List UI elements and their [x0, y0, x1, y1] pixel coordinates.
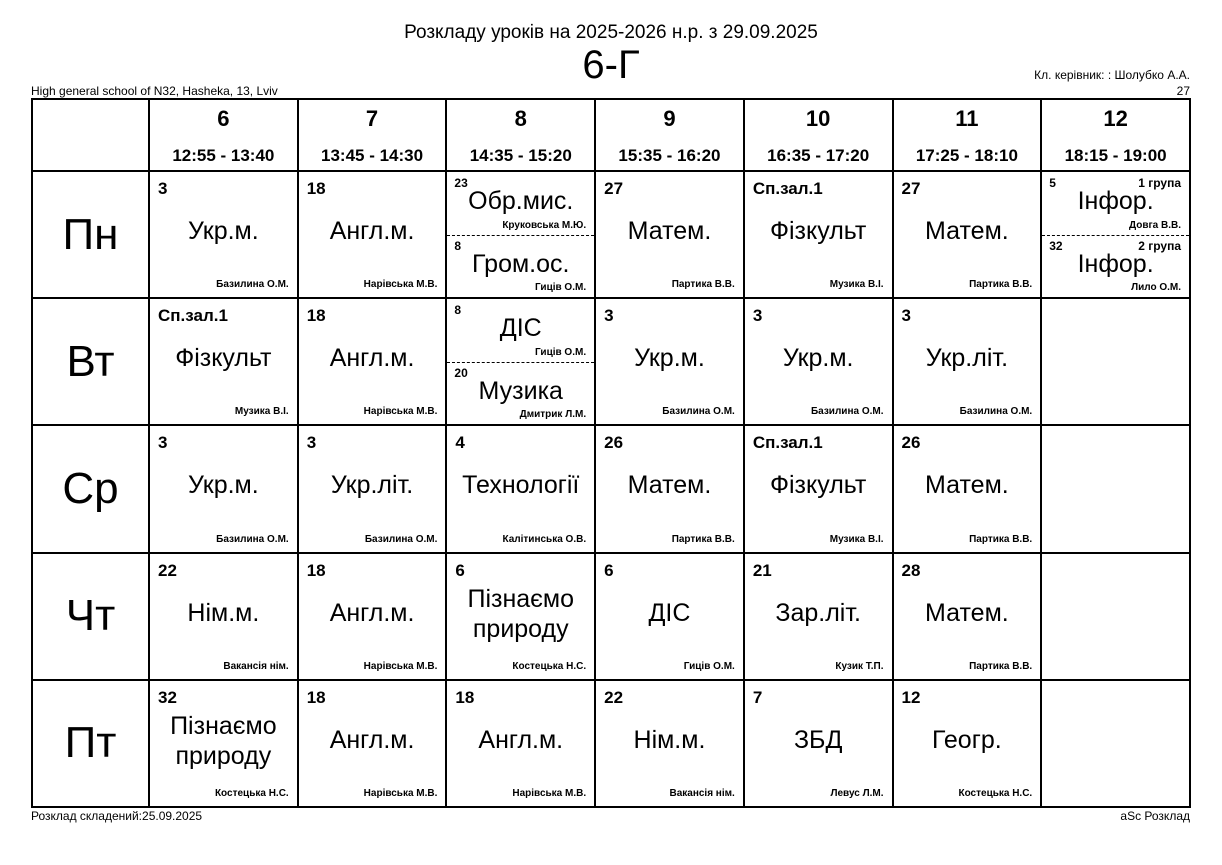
day-row — [32, 171, 1190, 298]
subject-name: Технології — [462, 471, 580, 500]
period-number: 11 — [955, 106, 979, 131]
teacher-name: Гиців О.М. — [535, 346, 587, 358]
lesson-cell — [298, 680, 447, 807]
compiled-date: Розклад складений:25.09.2025 — [31, 809, 203, 823]
day-name: Ср — [32, 425, 149, 552]
teacher-name: Партика В.В. — [671, 533, 735, 545]
subject-name: Укр.літ. — [330, 471, 414, 500]
room-number: 18 — [306, 306, 326, 326]
corner-cell — [32, 99, 149, 171]
subject-name: Укр.м. — [188, 217, 259, 245]
room-number: 26 — [604, 433, 624, 453]
subject-name: Пізнаємо природу — [170, 711, 277, 770]
teacher-name: Музика В.І. — [829, 279, 884, 291]
teacher-name: Дмитрик Л.М. — [519, 409, 587, 421]
lesson-cell — [744, 425, 893, 552]
teacher-name: Партика В.В. — [969, 660, 1033, 672]
teacher-name: Кузик Т.П. — [835, 660, 884, 672]
lesson-cell — [446, 680, 595, 807]
lesson-cell — [298, 425, 447, 552]
lesson-half — [447, 362, 594, 425]
lesson-cell — [595, 553, 744, 680]
day-name: Пт — [32, 680, 149, 807]
subject-name: Англ.м. — [329, 725, 415, 754]
subject-name: Гром.ос. — [472, 249, 570, 278]
period-time: 16:35 - 17:20 — [767, 146, 870, 165]
room-number: 3 — [901, 306, 911, 326]
lesson-cell — [1041, 171, 1190, 298]
room-number: 22 — [604, 687, 624, 707]
subject-name: Геогр. — [932, 725, 1002, 754]
period-time: 15:35 - 16:20 — [618, 146, 721, 165]
group-label: 1 група — [1138, 176, 1181, 190]
period-time: 12:55 - 13:40 — [172, 146, 275, 165]
lesson-cell — [149, 680, 298, 807]
teacher-name: Партика В.В. — [969, 533, 1033, 545]
room-number: 32 — [158, 687, 177, 707]
room-number: Сп.зал.1 — [158, 306, 228, 326]
lesson-half — [447, 299, 594, 363]
subject-name: Фізкульт — [770, 217, 867, 245]
teacher-name: Музика В.І. — [234, 406, 289, 418]
day-name: Вт — [32, 298, 149, 425]
teacher-name: Базилина О.М. — [662, 406, 735, 418]
empty-cell — [1041, 553, 1190, 680]
period-header — [149, 99, 298, 171]
subject-name: Інфор. — [1077, 187, 1154, 215]
period-number: 7 — [365, 106, 379, 131]
lesson-cell — [149, 298, 298, 425]
subject-name: ЗБД — [793, 725, 843, 754]
teacher-name: Нарівська М.В. — [363, 406, 438, 418]
subject-name: Музика — [478, 376, 563, 405]
period-number: 9 — [663, 106, 676, 131]
lesson-cell — [744, 171, 893, 298]
lesson-half — [447, 235, 594, 298]
teacher-name: Калітинська О.В. — [502, 533, 587, 545]
lesson-cell — [298, 298, 447, 425]
empty-cell — [1041, 425, 1190, 552]
room-number: 12 — [901, 687, 921, 707]
subject-name: Укр.м. — [782, 344, 854, 373]
subject-name: Укр.м. — [634, 344, 705, 373]
lesson-cell — [446, 171, 595, 298]
room-number: 18 — [455, 687, 475, 707]
period-number: 6 — [217, 106, 230, 131]
period-time: 18:15 - 19:00 — [1064, 146, 1167, 165]
lesson-cell — [149, 425, 298, 552]
lesson-cell — [595, 680, 744, 807]
lesson-cell — [595, 425, 744, 552]
lesson-cell — [893, 553, 1042, 680]
teacher-name: Костецька Н.С. — [214, 788, 289, 799]
room-number: 32 — [1049, 238, 1063, 253]
room-number: 3 — [158, 179, 168, 198]
subject-name: Фізкульт — [175, 344, 272, 373]
period-header — [893, 99, 1042, 171]
subject-name: ДІС — [499, 314, 542, 343]
teacher-name: Вакансія нім. — [223, 660, 289, 672]
subject-name: Матем. — [925, 598, 1009, 627]
room-number: 4 — [455, 433, 465, 453]
subject-name: Пізнаємо природу — [467, 584, 575, 643]
room-number: 8 — [454, 303, 462, 318]
lesson-half — [1042, 235, 1189, 298]
room-number: 28 — [901, 560, 921, 580]
day-name: Чт — [32, 553, 149, 680]
subject-name: Інфор. — [1077, 249, 1154, 278]
teacher-name: Вакансія нім. — [669, 788, 735, 799]
period-time: 14:35 - 15:20 — [469, 146, 572, 165]
subject-name: Нім.м. — [633, 725, 706, 754]
room-number: 3 — [158, 433, 168, 453]
subject-name: Матем. — [925, 471, 1009, 500]
teacher-name: Круковська М.Ю. — [502, 219, 587, 231]
class-name: 6-Г — [582, 43, 640, 87]
room-number: Сп.зал.1 — [752, 179, 823, 198]
period-number: 12 — [1103, 106, 1128, 131]
room-number: 26 — [901, 433, 921, 453]
lesson-cell — [893, 425, 1042, 552]
teacher-name: Музика В.І. — [829, 533, 884, 545]
teacher-name: Лило О.М. — [1131, 282, 1181, 294]
day-row — [32, 553, 1190, 680]
lesson-cell — [149, 171, 298, 298]
teacher-name: Нарівська М.В. — [512, 788, 587, 799]
empty-cell — [1041, 680, 1190, 807]
lesson-cell — [744, 298, 893, 425]
teacher-name: Костецька Н.С. — [958, 788, 1033, 799]
teacher-name: Базилина О.М. — [216, 533, 289, 545]
teacher-name: Довга В.В. — [1128, 219, 1181, 231]
room-number: 3 — [752, 306, 763, 326]
room-number: 6 — [455, 560, 465, 580]
lesson-cell — [298, 171, 447, 298]
subject-name: Нім.м. — [187, 598, 260, 627]
class-teacher: Кл. керівник: : Шолубко А.А. — [1034, 68, 1190, 82]
empty-cell — [1041, 298, 1190, 425]
room-number: 27 — [901, 179, 921, 198]
period-header — [1041, 99, 1190, 171]
timetable-grid — [31, 98, 1191, 808]
subject-name: ДІС — [648, 598, 691, 627]
software-name: aSc Розклад — [1120, 809, 1190, 823]
lesson-cell — [744, 553, 893, 680]
teacher-name: Базилина О.М. — [810, 406, 884, 418]
room-number: Сп.зал.1 — [752, 433, 823, 453]
room-number: 22 — [158, 560, 177, 580]
period-header — [595, 99, 744, 171]
period-number: 10 — [805, 106, 831, 131]
day-row — [32, 425, 1190, 552]
subject-name: Матем. — [627, 471, 712, 500]
subject-name: Фізкульт — [770, 471, 867, 500]
teacher-name: Базилина О.М. — [216, 279, 289, 291]
period-time: 13:45 - 14:30 — [321, 146, 424, 165]
subject-name: Англ.м. — [478, 725, 564, 754]
teacher-name: Нарівська М.В. — [363, 279, 438, 291]
subject-name: Англ.м. — [329, 344, 415, 373]
room-number: 6 — [604, 560, 614, 580]
subject-name: Англ.м. — [329, 217, 415, 245]
teacher-name: Гиців О.М. — [535, 282, 587, 294]
lesson-cell — [595, 171, 744, 298]
room-number: 18 — [306, 560, 326, 580]
group-label: 2 група — [1138, 238, 1181, 253]
teacher-name: Нарівська М.В. — [363, 660, 438, 672]
period-header — [298, 99, 447, 171]
room-number: 21 — [752, 560, 772, 580]
room-number: 3 — [306, 433, 317, 453]
lesson-cell — [298, 553, 447, 680]
subject-name: Укр.літ. — [925, 344, 1009, 373]
room-number: 27 — [604, 179, 624, 198]
room-number: 18 — [306, 687, 326, 707]
teacher-name: Партика В.В. — [969, 279, 1033, 291]
subject-name: Обр.мис. — [468, 187, 574, 215]
lesson-cell — [893, 298, 1042, 425]
day-row — [32, 298, 1190, 425]
teacher-name: Базилина О.М. — [364, 533, 438, 545]
teacher-name: Партика В.В. — [671, 279, 735, 291]
lesson-cell — [446, 425, 595, 552]
lesson-cell — [595, 298, 744, 425]
lesson-cell — [446, 553, 595, 680]
subject-name: Зар.літ. — [775, 598, 861, 627]
room-number: 8 — [454, 238, 462, 253]
subject-name: Матем. — [627, 217, 712, 245]
room-number: 3 — [604, 306, 614, 326]
teacher-name: Костецька Н.С. — [512, 660, 587, 672]
lesson-cell — [446, 298, 595, 425]
day-row — [32, 680, 1190, 807]
class-teacher-number: 27 — [1176, 84, 1190, 98]
teacher-name: Базилина О.М. — [959, 406, 1033, 418]
room-number: 23 — [454, 176, 468, 190]
lesson-cell — [893, 680, 1042, 807]
schedule-title: Розкладу уроків на 2025-2026 н.р. з 29.09.2025 — [404, 22, 818, 43]
lesson-half — [1042, 172, 1189, 236]
period-time: 17:25 - 18:10 — [915, 146, 1018, 165]
subject-name: Англ.м. — [329, 598, 415, 627]
period-header — [744, 99, 893, 171]
lesson-cell — [149, 553, 298, 680]
room-number: 5 — [1049, 176, 1056, 190]
period-header — [446, 99, 595, 171]
subject-name: Укр.м. — [188, 471, 259, 500]
lesson-half — [447, 172, 594, 236]
teacher-name: Левус Л.М. — [830, 788, 884, 799]
day-name: Пн — [32, 171, 149, 298]
room-number: 20 — [454, 365, 468, 380]
period-number: 8 — [514, 106, 527, 131]
subject-name: Матем. — [925, 217, 1009, 245]
teacher-name: Нарівська М.В. — [363, 788, 438, 799]
room-number: 18 — [306, 179, 326, 198]
lesson-cell — [744, 680, 893, 807]
school-name: High general school of N32, Hasheka, 13, Lviv — [31, 84, 278, 98]
lesson-cell — [893, 171, 1042, 298]
room-number: 7 — [752, 687, 763, 707]
teacher-name: Гиців О.М. — [683, 660, 735, 672]
